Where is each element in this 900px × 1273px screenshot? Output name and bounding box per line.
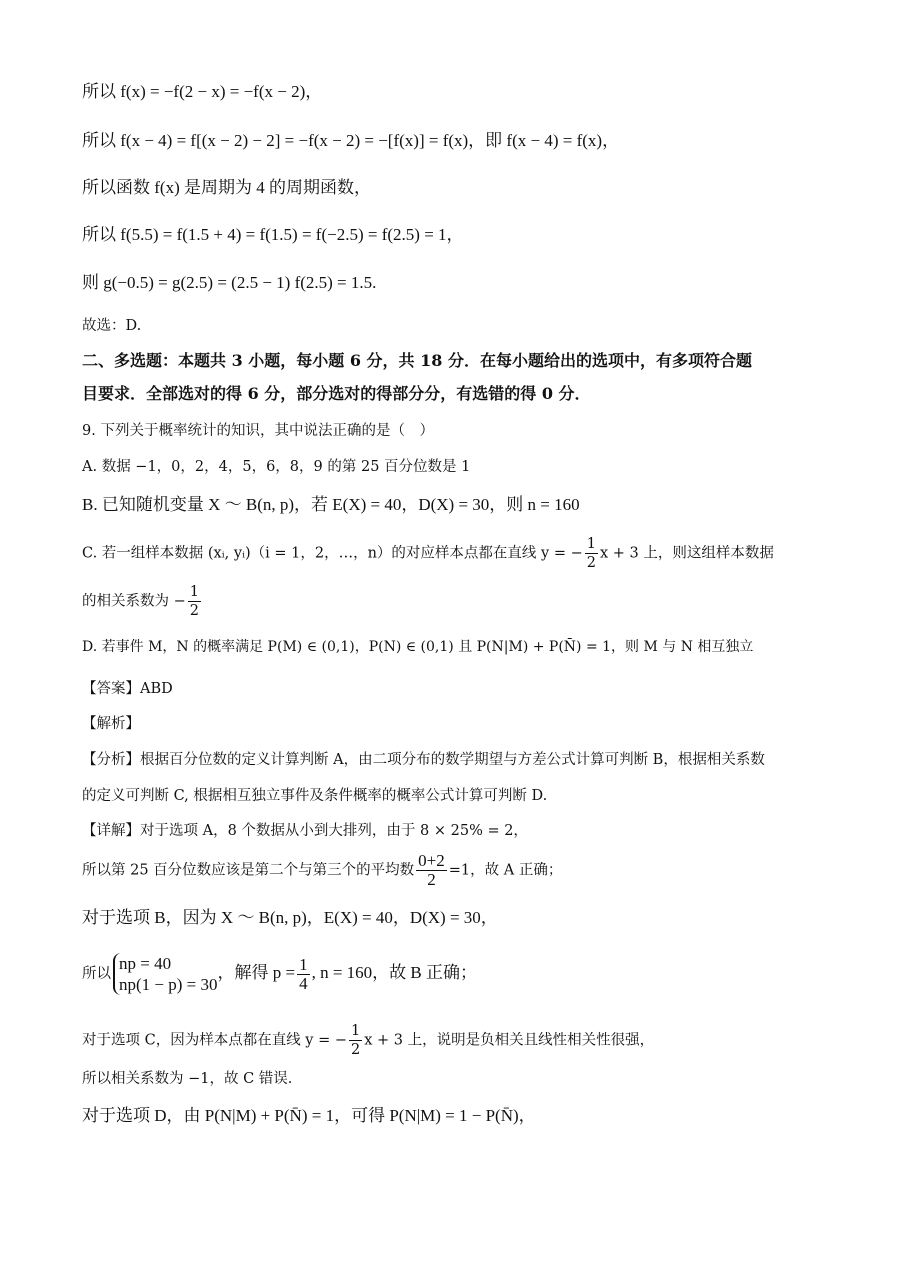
fraction [349,1022,362,1059]
detail-line-5 [82,1022,830,1059]
solution-line-3: 所以函数 f(x) 是周期为 4 的周期函数， [82,178,371,197]
detail-text-end: =1，故 A 正确； [448,862,563,879]
option-c-text-end: x + 3 上，则这组样本数据 [600,545,774,562]
solution-line-4: 所以 f(5.5) = f(1.5 + 4) = f(1.5) = f(−2.5) = f(2.5) = 1， [82,225,464,244]
equation-1: np = 40 [119,954,172,973]
section-heading-line-2: 目要求．全部选对的得 6 分，部分选对的得部分分，有选错的得 0 分． [82,384,591,403]
detail-text: 所以 [82,966,111,982]
detail-line-7: 对于选项 D，由 P(N|M) + P(N̄) = 1，可得 P(N|M) = 1 − P(N̄)， [82,1106,536,1125]
analysis-paragraph-1: 【分析】根据百分位数的定义计算判断 A，由二项分布的数学期望与方差公式计算可判断 B，根据相关系数 [82,752,765,768]
option-c-text: C. 若一组样本数据 (xᵢ, yᵢ)（i = 1，2，…，n）的对应样本点都在直线 y = − [82,545,583,562]
fraction-numerator: 1 [351,1023,361,1039]
fraction-denominator: 2 [189,603,199,619]
analysis-label: 【解析】 [82,716,140,732]
solution-line-5: 则 g(−0.5) = g(2.5) = (2.5 − 1) f(2.5) = 1.5. [82,273,377,292]
equation-system [113,953,218,995]
fraction [188,583,201,620]
detail-line-6: 所以相关系数为 −1，故 C 错误. [82,1071,293,1087]
detail-text-end: x + 3 上，说明是负相关且线性相关性很强， [364,1032,655,1049]
detail-line-4 [82,953,830,995]
section-heading-line-1: 二、多选题：本题共 3 小题，每小题 6 分，共 18 分．在每小题给出的选项中，有多项符合题 [82,351,752,370]
fraction-denominator: 2 [351,1042,361,1058]
final-choice: 故选：D. [82,318,142,334]
fraction [297,956,310,993]
fraction [585,535,598,572]
detail-text: 所以第 25 百分位数应该是第二个与第三个的平均数 [82,862,415,879]
option-c2-text: 的相关系数为 − [82,593,186,610]
option-a: A. 数据 −1，0，2，4，5，6，8，9 的第 25 百分位数是 1 [82,459,471,475]
detail-text: 对于选项 C，因为样本点都在直线 y = − [82,1032,348,1049]
solution-line-2: 所以 f(x − 4) = f[(x − 2) − 2] = −f(x − 2) = −[f(x)] = f(x)，即 f(x − 4) = f(x)， [82,131,620,150]
fraction-denominator: 2 [586,555,596,571]
fraction-denominator: 2 [427,870,436,889]
fraction-numerator: 1 [299,954,308,974]
detail-text-mid: ，解得 p = [217,963,296,982]
fraction-numerator: 0+2 [418,851,445,870]
equation-2: np(1 − p) = 30 [119,975,218,994]
solution-line-1: 所以 f(x) = −f(2 − x) = −f(x − 2)， [82,82,323,101]
question-stem: 9. 下列关于概率统计的知识，其中说法正确的是（ ） [82,423,434,439]
option-b: B. 已知随机变量 X ～ B(n, p)，若 E(X) = 40，D(X) = 30，则 n = 160 [82,495,580,514]
detail-text-end: , n = 160，故 B 正确； [311,963,478,982]
option-c-line-2 [82,583,830,620]
answer: 【答案】ABD [82,681,173,697]
analysis-paragraph-2: 的定义可判断 C, 根据相互独立事件及条件概率的概率公式计算可判断 D. [82,788,548,804]
fraction [416,852,447,889]
fraction-denominator: 4 [299,973,308,993]
detail-line-2 [82,852,830,889]
detail-line-1: 【详解】对于选项 A，8 个数据从小到大排列，由于 8 × 25% = 2， [82,823,528,839]
fraction-numerator: 1 [189,584,199,600]
detail-line-3: 对于选项 B，因为 X ～ B(n, p)，E(X) = 40，D(X) = 30， [82,908,498,927]
fraction-numerator: 1 [586,536,596,552]
option-c-line-1 [82,535,830,572]
option-d: D. 若事件 M，N 的概率满足 P(M) ∈ (0,1)，P(N) ∈ (0,1) 且 P(N|M) + P(N̄) = 1，则 M 与 N 相互独立 [82,639,754,655]
